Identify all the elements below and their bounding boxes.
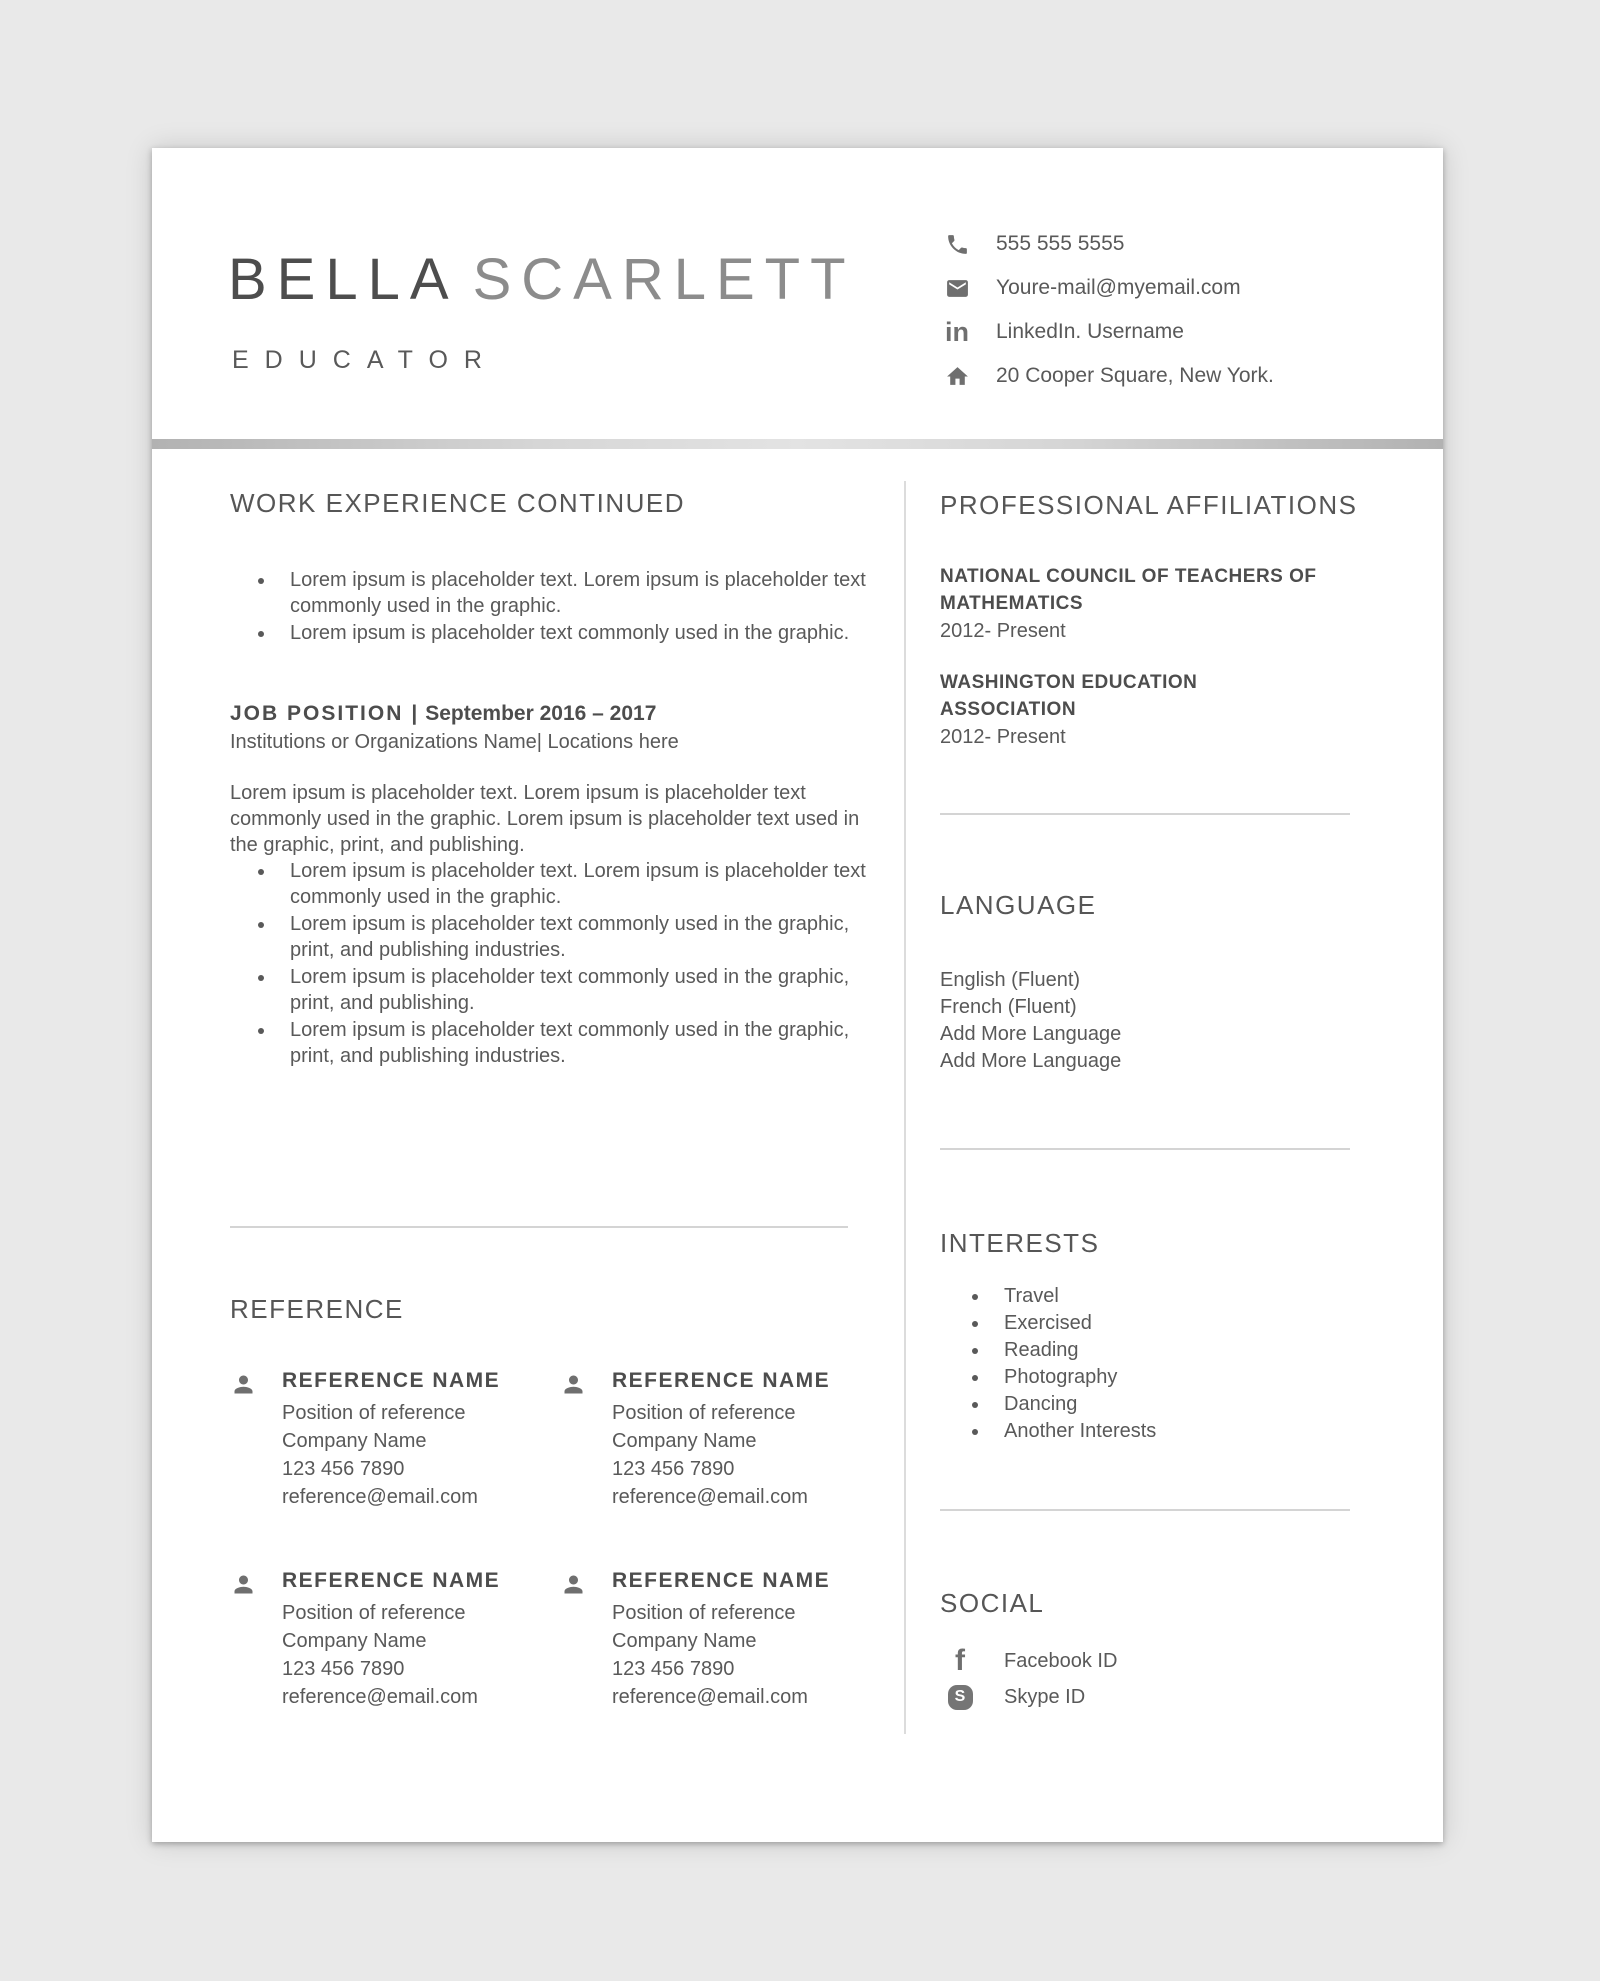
affiliation-item xyxy=(940,669,1360,749)
social-heading: SOCIAL xyxy=(940,1588,1045,1618)
reference-email: reference@email.com xyxy=(612,1686,808,1708)
job-organization: Institutions or Organizations Name| Locations here xyxy=(230,731,679,753)
reference-name: REFERENCE NAME xyxy=(612,1569,831,1592)
reference-grid xyxy=(230,1369,880,1711)
last-name: SCARLETT xyxy=(472,247,856,312)
facebook-icon-wrap xyxy=(940,1646,980,1676)
reference-details xyxy=(612,1569,830,1711)
reference-section xyxy=(230,1294,880,1711)
reference-phone: 123 456 7890 xyxy=(282,1658,405,1680)
work-experience-heading: WORK EXPERIENCE CONTINUED xyxy=(230,488,685,518)
affiliation-name: WASHINGTON EDUCATION ASSOCIATION xyxy=(940,672,1198,720)
list-item: • Lorem ipsum is placeholder text. Lorem ipsum is placeholder text commonly used in the graphic. xyxy=(276,858,878,910)
person-name xyxy=(228,246,856,313)
work-experience-section xyxy=(230,488,878,1070)
list-item: • Lorem ipsum is placeholder text. Lorem ipsum is placeholder text commonly used in the graphic. xyxy=(276,567,878,619)
language-item: Add More Language xyxy=(940,1050,1122,1072)
list-item: • Lorem ipsum is placeholder text commonly used in the graphic. xyxy=(276,620,878,646)
interests-heading: INTERESTS xyxy=(940,1228,1100,1258)
contact-row-linkedin xyxy=(940,310,1390,354)
section-divider xyxy=(940,813,1350,815)
contact-row-address xyxy=(940,354,1390,398)
facebook-icon xyxy=(955,1646,965,1676)
job-bullet-list xyxy=(230,858,878,1069)
reference-details xyxy=(612,1369,830,1511)
reference-email: reference@email.com xyxy=(282,1486,478,1508)
reference-heading: REFERENCE xyxy=(230,1294,404,1324)
language-list xyxy=(940,967,1360,1075)
list-item: • Dancing xyxy=(990,1391,1360,1417)
job-paragraph: Lorem ipsum is placeholder text. Lorem ipsum is placeholder text commonly used in the graphic. Lorem ipsum is placeholder text used in the graphic, print, and publishing. xyxy=(230,782,860,856)
reference-position: Position of reference xyxy=(612,1402,796,1424)
person-icon xyxy=(560,1371,588,1511)
reference-company: Company Name xyxy=(282,1430,427,1452)
list-item: • Lorem ipsum is placeholder text commonly used in the graphic, print, and publishing. xyxy=(276,964,878,1016)
work-intro-list xyxy=(230,567,878,646)
person-title: EDUCATOR xyxy=(232,346,498,374)
first-name: BELLA xyxy=(228,247,459,312)
affiliation-item xyxy=(940,563,1360,643)
skype-icon xyxy=(948,1685,973,1710)
reference-position: Position of reference xyxy=(282,1602,466,1624)
section-divider xyxy=(940,1148,1350,1150)
reference-company: Company Name xyxy=(282,1630,427,1652)
reference-email: reference@email.com xyxy=(282,1686,478,1708)
reference-card xyxy=(230,1369,552,1511)
list-item: • Travel xyxy=(990,1283,1360,1309)
phone-number: 555 555 5555 xyxy=(996,232,1125,255)
reference-name: REFERENCE NAME xyxy=(612,1369,831,1392)
person-icon xyxy=(230,1371,258,1511)
linkedin-icon xyxy=(940,319,974,346)
reference-position: Position of reference xyxy=(282,1402,466,1424)
email-icon xyxy=(940,276,974,301)
reference-name: REFERENCE NAME xyxy=(282,1569,501,1592)
reference-company: Company Name xyxy=(612,1430,757,1452)
column-divider xyxy=(904,481,906,1734)
job-dates: September 2016 – 2017 xyxy=(425,702,657,725)
job-separator: | xyxy=(411,702,418,725)
reference-card xyxy=(560,1569,882,1711)
resume-page xyxy=(152,148,1443,1842)
reference-card xyxy=(230,1569,552,1711)
section-divider xyxy=(230,1226,848,1228)
reference-email: reference@email.com xyxy=(612,1486,808,1508)
list-item: • Photography xyxy=(990,1364,1360,1390)
affiliations-heading: PROFESSIONAL AFFILIATIONS xyxy=(940,490,1358,520)
contact-row-email xyxy=(940,266,1390,310)
list-item: • Lorem ipsum is placeholder text commonly used in the graphic, print, and publishing industries. xyxy=(276,911,878,963)
reference-phone: 123 456 7890 xyxy=(282,1458,405,1480)
job-position-heading xyxy=(230,702,878,726)
reference-position: Position of reference xyxy=(612,1602,796,1624)
affiliation-dates: 2012- Present xyxy=(940,726,1066,748)
reference-details xyxy=(282,1369,500,1511)
affiliation-dates: 2012- Present xyxy=(940,620,1066,642)
language-section xyxy=(940,890,1360,1075)
home-icon xyxy=(940,364,974,389)
contact-block xyxy=(940,222,1390,398)
interests-list xyxy=(940,1283,1360,1444)
list-item: • Another Interests xyxy=(990,1418,1360,1444)
reference-card xyxy=(560,1369,882,1511)
social-section xyxy=(940,1588,1360,1715)
interests-section xyxy=(940,1228,1360,1445)
language-item: French (Fluent) xyxy=(940,996,1077,1018)
phone-icon xyxy=(940,232,974,257)
section-divider xyxy=(940,1509,1350,1511)
language-item: English (Fluent) xyxy=(940,969,1081,991)
list-item: • Lorem ipsum is placeholder text commonly used in the graphic, print, and publishing industries. xyxy=(276,1017,878,1069)
reference-company: Company Name xyxy=(612,1630,757,1652)
reference-name: REFERENCE NAME xyxy=(282,1369,501,1392)
language-item: Add More Language xyxy=(940,1023,1122,1045)
list-item: • Reading xyxy=(990,1337,1360,1363)
person-icon xyxy=(230,1571,258,1711)
linkedin-username: LinkedIn. Username xyxy=(996,320,1184,343)
reference-phone: 123 456 7890 xyxy=(612,1658,735,1680)
skype-id: Skype ID xyxy=(1004,1685,1086,1708)
reference-phone: 123 456 7890 xyxy=(612,1458,735,1480)
affiliation-name: NATIONAL COUNCIL OF TEACHERS OF MATHEMATICS xyxy=(940,566,1317,614)
language-heading: LANGUAGE xyxy=(940,890,1097,920)
reference-details xyxy=(282,1569,500,1711)
list-item: • Exercised xyxy=(990,1310,1360,1336)
skype-icon-wrap xyxy=(940,1685,980,1710)
contact-row-phone xyxy=(940,222,1390,266)
job-position: JOB POSITION xyxy=(230,702,404,725)
person-icon xyxy=(560,1571,588,1711)
affiliations-section xyxy=(940,490,1360,749)
social-row-skype xyxy=(940,1679,1360,1715)
street-address: 20 Cooper Square, New York. xyxy=(996,364,1274,387)
header-divider-band xyxy=(152,439,1443,449)
facebook-id: Facebook ID xyxy=(1004,1649,1118,1672)
social-list xyxy=(940,1643,1360,1715)
email-address: Youre-mail@myemail.com xyxy=(996,276,1241,299)
social-row-facebook xyxy=(940,1643,1360,1679)
